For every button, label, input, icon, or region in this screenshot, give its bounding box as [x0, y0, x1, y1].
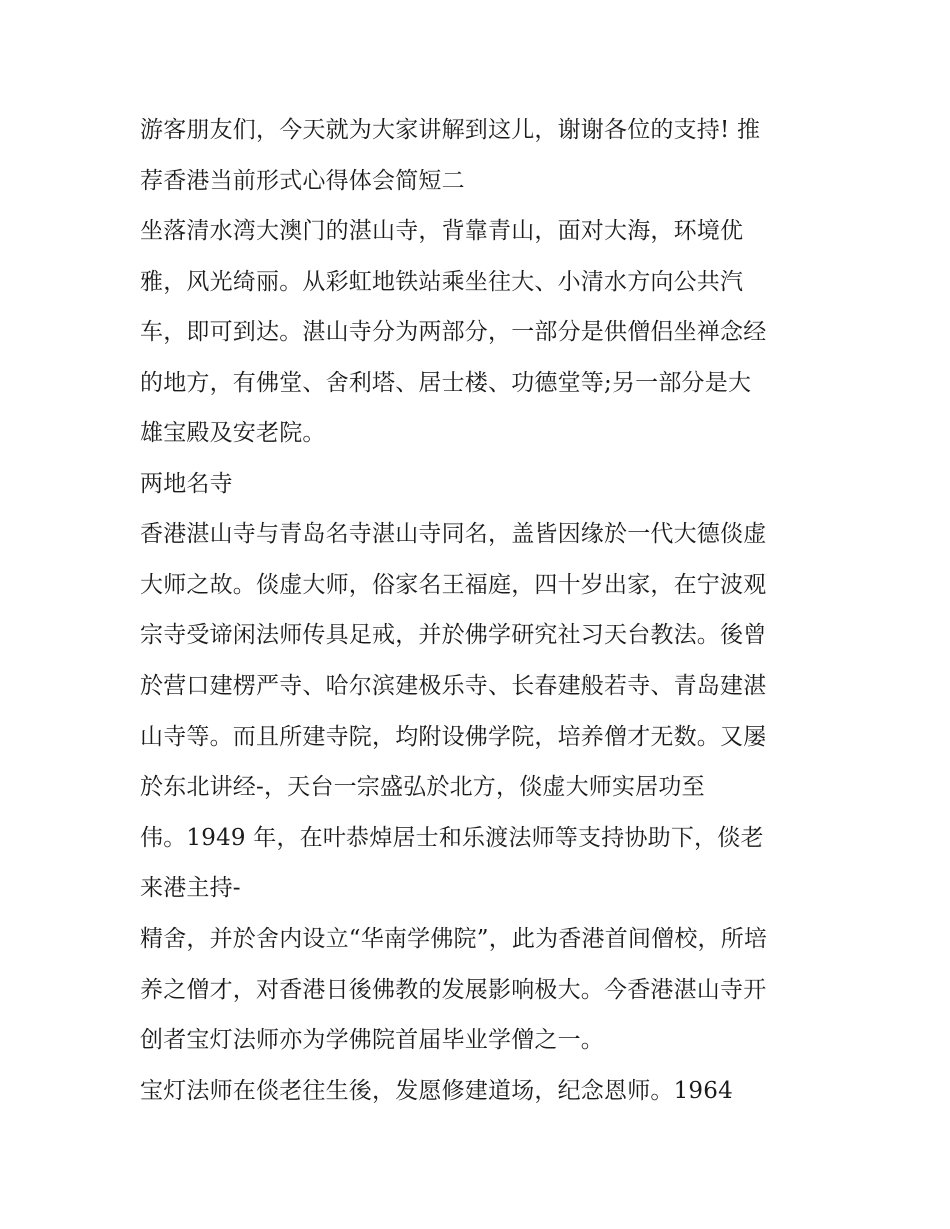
text-line: 於营口建楞严寺、哈尔滨建极乐寺、长春建般若寺、青岛建湛: [140, 673, 767, 699]
text-line: 精舍，并於舍内设立“华南学佛院”，此为香港首间僧校，所培: [140, 926, 768, 952]
text-line: 於东北讲经-，天台一宗盛弘於北方，倓虚大师实居功至: [140, 774, 705, 800]
text-line: 伟。1949 年，在叶恭焯居士和乐渡法师等支持协助下，倓老: [140, 825, 764, 851]
text-line: 宝灯法师在倓老往生後，发愿修建道场，纪念恩师。1964: [140, 1078, 733, 1104]
text-line: 山寺等。而且所建寺院，均附设佛学院，培养僧才无数。又屡: [140, 724, 767, 750]
text-line: 游客朋友们，今天就为大家讲解到这儿，谢谢各位的支持! 推: [140, 117, 761, 143]
text-line: 香港湛山寺与青岛名寺湛山寺同名，盖皆因缘於一代大德倓虚: [140, 521, 767, 547]
text-line: 的地方，有佛堂、舍利塔、居士楼、功德堂等;另一部分是大: [140, 370, 752, 396]
section-heading: 两地名寺: [140, 471, 233, 497]
text-line: 来港主持-: [140, 875, 241, 901]
text-line: 雄宝殿及安老院。: [140, 420, 326, 446]
text-line: 养之僧才，对香港日後佛教的发展影响极大。今香港湛山寺开: [140, 977, 767, 1003]
text-line: 大师之故。倓虚大师，俗家名王福庭，四十岁出家，在宁波观: [140, 572, 767, 598]
text-line: 创者宝灯法师亦为学佛院首届毕业学僧之一。: [140, 1027, 604, 1053]
text-line: 车，即可到达。湛山寺分为两部分，一部分是供僧侣坐禅念经: [140, 319, 767, 345]
text-line: 雅，风光绮丽。从彩虹地铁站乘坐往大、小清水方向公共汽: [140, 269, 744, 295]
text-line: 荐香港当前形式心得体会简短二: [140, 168, 465, 194]
text-line: 坐落清水湾大澳门的湛山寺，背靠青山，面对大海，环境优: [140, 218, 744, 244]
text-line: 宗寺受谛闲法师传具足戒，并於佛学研究社习天台教法。後曾: [140, 622, 767, 648]
